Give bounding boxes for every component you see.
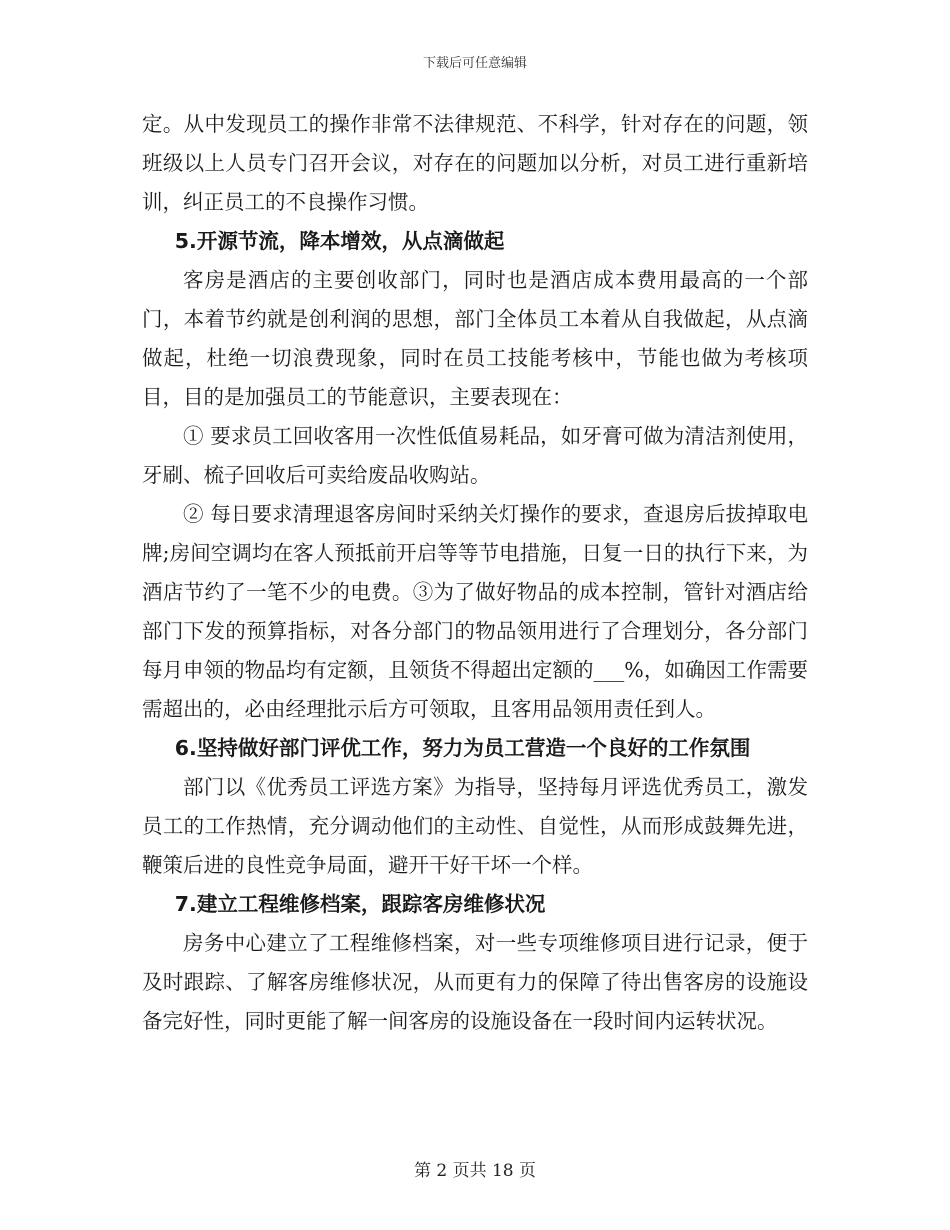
section-heading-5: 5.开源节流，降本增效，从点滴做起 bbox=[174, 229, 505, 253]
paragraph-item-1: ① 要求员工回收客用一次性低值易耗品，如牙膏可做为清洁剂使用，牙刷、梳子回收后可卖给废品收购站。 bbox=[142, 424, 808, 487]
page-header: 下载后可任意编辑 bbox=[422, 56, 527, 71]
paragraph-item-2: ② 每日要求清理退客房间时采纳关灯操作的要求，查退房后拔掉取电牌;房间空调均在客人预抵前开启等等节电措施，日复一日的执行下来，为酒店节约了一笔不少的电费。③为了做好物品的成本控制，管针对酒店给部门下发的预算指标，对各分部门的物品领用进行了合理划分，各分部门每月申领的物品均有定额，且领货不得超出定额的___%，如确因工作需要需超出的，必由经理批示后方可领取，且客用品领用责任到人。 bbox=[142, 502, 808, 721]
paragraph: 部门以《优秀员工评选方案》为指导，坚持每月评选优秀员工，激发员工的工作热情，充分调动他们的主动性、自觉性，从而形成鼓舞先进，鞭策后进的良性竞争局面，避开干好干坏一个样。 bbox=[142, 775, 808, 877]
section-heading-6: 6.坚持做好部门评优工作，努力为员工营造一个良好的工作氛围 bbox=[174, 736, 751, 760]
page-footer: 第 2 页共 18 页 bbox=[413, 1161, 537, 1181]
section-heading-7: 7.建立工程维修档案，跟踪客房维修状况 bbox=[174, 892, 546, 916]
paragraph: 房务中心建立了工程维修档案，对一些专项维修项目进行记录，便于及时跟踪、了解客房维修状况，从而更有力的保障了待出售客房的设施设备完好性，同时更能了解一间客房的设施设备在一段时间内运转状况。 bbox=[142, 931, 808, 1033]
paragraph-continuation: 定。从中发现员工的操作非常不法律规范、不科学，针对存在的问题，领班级以上人员专门召开会议，对存在的问题加以分析，对员工进行重新培训，纠正员工的不良操作习惯。 bbox=[142, 112, 808, 214]
paragraph: 客房是酒店的主要创收部门，同时也是酒店成本费用最高的一个部门，本着节约就是创利润的思想，部门全体员工本着从自我做起，从点滴做起，杜绝一切浪费现象，同时在员工技能考核中，节能也做为考核项目，目的是加强员工的节能意识，主要表现在： bbox=[142, 268, 808, 409]
document-body bbox=[142, 105, 808, 1041]
